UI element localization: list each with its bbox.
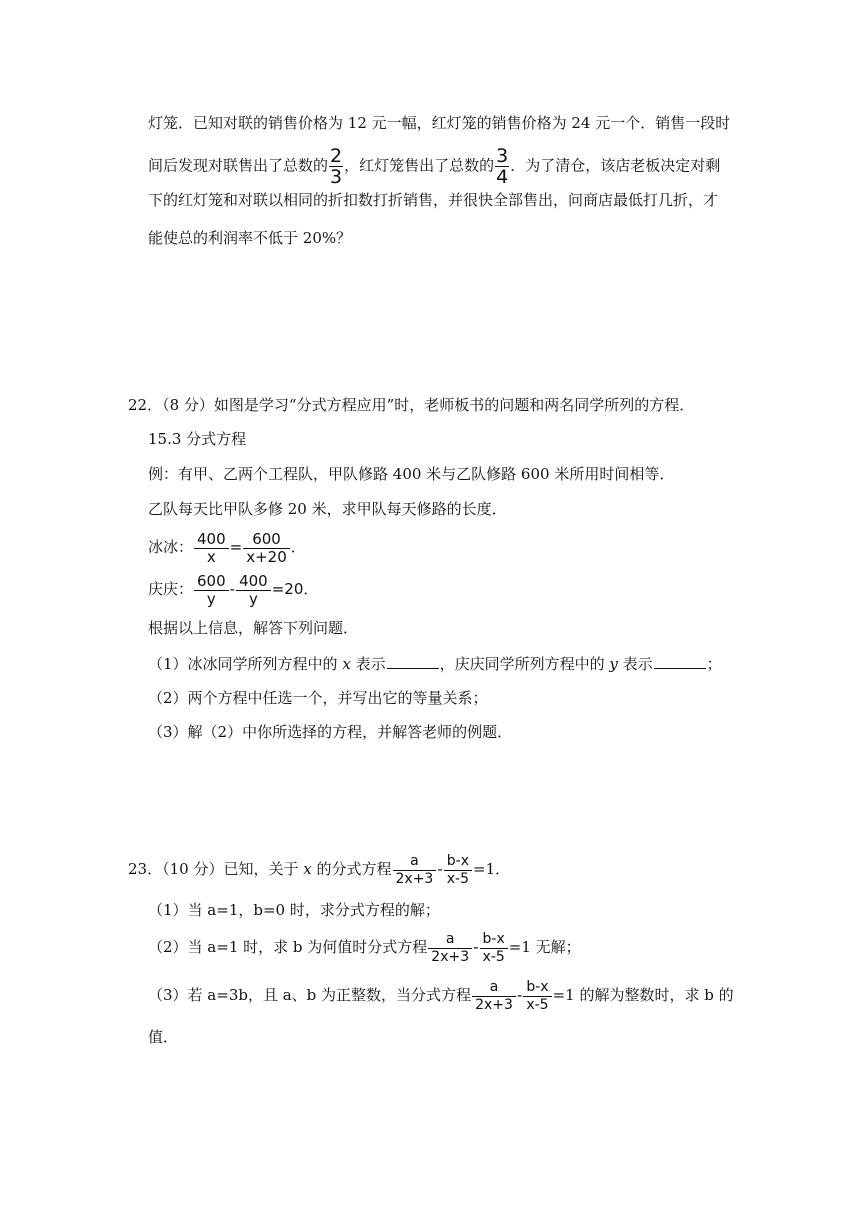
q23-part-3 (148, 976, 734, 1014)
part-1-text-e: ； (706, 655, 722, 673)
fraction-b-minus-x-over-x-minus-5 (523, 979, 551, 1014)
q21-line-2-text-a: 间后发现对联售出了总数的 (148, 156, 329, 175)
q22-example-line-1: 例：有甲、乙两个工程队，甲队修路 400 米与乙队修路 600 米所用时间相等． (148, 465, 675, 483)
q21-line-4: 能使总的利润率不低于 20%？ (148, 229, 352, 247)
fraction-numerator: a (428, 931, 472, 949)
fraction-600-over-y (194, 573, 229, 608)
fraction-b-minus-x-over-x-minus-5 (480, 931, 508, 966)
part-1-text-a: （1）冰冰同学所列方程中的 (148, 655, 338, 673)
part-3-text-a: （3）若 a=3b，且 a、b 为正整数，当分式方程 (148, 986, 472, 1004)
part-2-text-b: =1 无解； (508, 938, 581, 956)
variable-x: x (303, 860, 312, 878)
q22-example-line-2: 乙队每天比甲队多修 20 米，求甲队每天修路的长度． (148, 500, 507, 518)
variable-y: y (609, 655, 618, 673)
period: ． (290, 538, 306, 556)
fraction-numerator: 400 (194, 531, 229, 549)
fraction-numerator: 600 (243, 531, 290, 549)
q21-line-2 (148, 146, 720, 187)
fraction-denominator: y (206, 589, 216, 608)
fraction-numerator: b-x (523, 979, 551, 997)
q21-line-3: 下的红灯笼和对联以相同的折扣数打折销售，并很快全部售出，问商店最低打几折，才 (148, 191, 719, 209)
fraction-denominator: 2x+3 (395, 870, 434, 887)
fraction-a-over-2x-plus-3 (472, 979, 516, 1014)
fraction-denominator: y (248, 589, 258, 608)
fraction-three-quarters (495, 146, 509, 187)
fraction-numerator: b-x (480, 931, 508, 949)
equals-one: =1． (473, 860, 511, 878)
q23-part-3-continued: 值． (148, 1028, 179, 1046)
q21-line-2-text-c: ．为了清仓，该店老板决定对剩 (510, 156, 721, 175)
bingbing-label: 冰冰： (148, 538, 194, 556)
fraction-denominator: x-5 (526, 996, 549, 1013)
q23-part-2 (148, 928, 581, 966)
q22-title: 22．（8 分）如图是学习“分式方程应用”时，老师板书的问题和两名同学所列的方程． (128, 396, 695, 414)
equals-sign: = (229, 538, 243, 556)
fraction-denominator: x-5 (446, 870, 470, 887)
q21-line-2-text-b: ，红灯笼售出了总数的 (344, 156, 495, 175)
q22-intro: 根据以上信息，解答下列问题． (148, 619, 359, 637)
q22-section-heading: 15.3 分式方程 (148, 430, 247, 448)
q22-part-3: （3）解（2）中你所选择的方程，并解答老师的例题． (148, 723, 513, 741)
minus-sign: - (229, 580, 236, 598)
fraction-denominator: x+20 (246, 547, 287, 566)
q23-title-text-b: 的分式方程 (316, 860, 392, 878)
qingqing-label: 庆庆： (148, 580, 194, 598)
q22-part-2: （2）两个方程中任选一个，并写出它的等量关系； (148, 689, 488, 707)
fraction-denominator: 4 (496, 166, 509, 188)
fraction-denominator: 3 (330, 166, 343, 188)
equals-twenty: =20． (271, 580, 319, 598)
fraction-denominator: x-5 (482, 948, 505, 965)
fraction-two-thirds (329, 146, 343, 187)
minus-sign: - (516, 986, 523, 1004)
part-1-text-c: ，庆庆同学所列方程中的 (439, 655, 605, 673)
part-1-text-b: 表示 (355, 655, 386, 673)
q23-title-text-a: 23．（10 分）已知，关于 (128, 860, 299, 878)
q22-bingbing-equation (148, 528, 306, 566)
fraction-a-over-2x-plus-3 (428, 931, 472, 966)
fraction-600-over-x-plus-20 (243, 531, 290, 566)
minus-sign: - (437, 860, 443, 878)
q21-line-1: 灯笼．已知对联的销售价格为 12 元一幅，红灯笼的销售价格为 24 元一个．销售一段时 (148, 114, 731, 132)
fraction-numerator: 400 (236, 573, 271, 591)
fraction-numerator: 3 (496, 145, 509, 167)
fraction-numerator: 2 (330, 145, 343, 167)
q22-qingqing-equation (148, 570, 318, 608)
fraction-b-minus-x-over-x-minus-5 (444, 853, 472, 888)
fraction-a-over-2x-plus-3 (393, 853, 437, 888)
fraction-denominator: 2x+3 (475, 996, 513, 1013)
fraction-numerator: b-x (444, 853, 472, 871)
answer-blank-x[interactable] (387, 654, 439, 669)
fraction-denominator: x (206, 547, 216, 566)
fraction-denominator: 2x+3 (431, 948, 470, 965)
fraction-400-over-y (236, 573, 271, 608)
q22-part-1 (148, 652, 722, 676)
part-1-text-d: 表示 (622, 655, 653, 673)
fraction-numerator: 600 (194, 573, 229, 591)
variable-x: x (342, 655, 351, 673)
fraction-numerator: a (472, 979, 516, 997)
part-3-text-b: =1 的解为整数时，求 b 的 (552, 986, 734, 1004)
answer-blank-y[interactable] (654, 654, 706, 669)
part-2-text-a: （2）当 a=1 时，求 b 为何值时分式方程 (148, 938, 428, 956)
fraction-numerator: a (393, 853, 437, 871)
fraction-400-over-x (194, 531, 229, 566)
q23-title (128, 850, 510, 888)
minus-sign: - (473, 938, 479, 956)
q23-part-1: （1）当 a=1，b=0 时，求分式方程的解； (148, 901, 440, 919)
